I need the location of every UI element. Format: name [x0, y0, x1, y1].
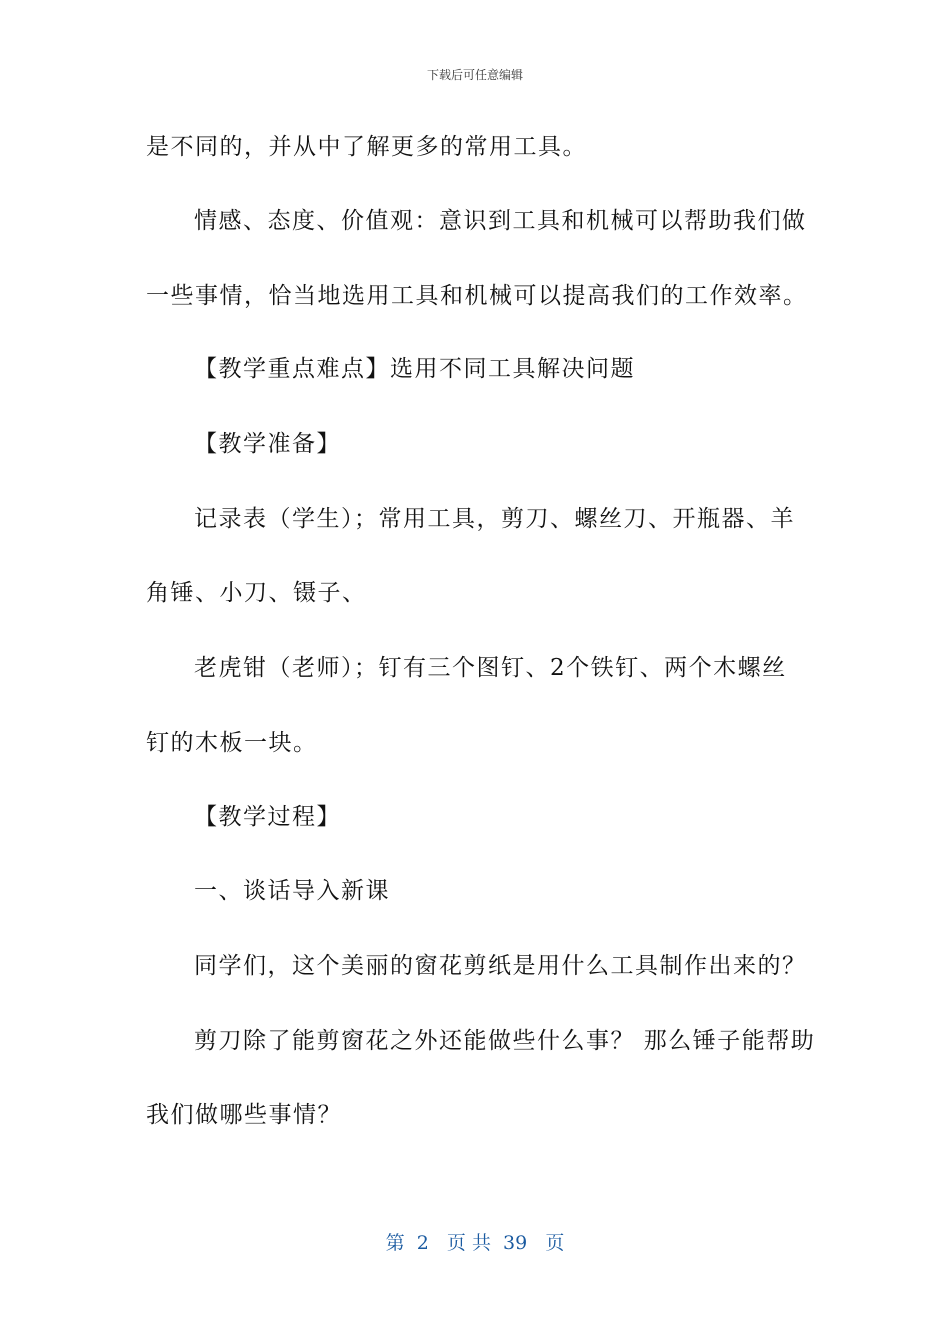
text-line: 同学们，这个美丽的窗花剪纸是用什么工具制作出来的？ — [194, 953, 807, 979]
text-line: 我们做哪些事情？ — [146, 1102, 342, 1128]
section-heading: 【教学过程】 — [194, 804, 341, 830]
text-line: 角锤、小刀、镊子、 — [146, 580, 367, 606]
text-line: 钉的木板一块。 — [146, 730, 318, 756]
page-header-note: 下载后可任意编辑 — [426, 68, 523, 82]
section-heading: 【教学准备】 — [194, 431, 341, 457]
text-line: 是不同的，并从中了解更多的常用工具。 — [146, 134, 587, 160]
text-line: 剪刀除了能剪窗花之外还能做些什么事？ 那么锤子能帮助 — [194, 1028, 816, 1054]
text-line: 一些事情，恰当地选用工具和机械可以提高我们的工作效率。 — [146, 283, 808, 309]
text-line: 情感、态度、价值观：意识到工具和机械可以帮助我们做 — [194, 208, 807, 234]
text-line: 老虎钳（老师）；钉有三个图钉、2个铁钉、两个木螺丝 — [194, 655, 787, 681]
page-number-footer: 第 2 页 共 39 页 — [385, 1232, 565, 1254]
section-heading: 【教学重点难点】选用不同工具解决问题 — [194, 356, 635, 382]
subsection-heading: 一、谈话导入新课 — [194, 878, 390, 904]
text-line: 记录表（学生）；常用工具，剪刀、螺丝刀、开瓶器、羊 — [194, 506, 795, 532]
